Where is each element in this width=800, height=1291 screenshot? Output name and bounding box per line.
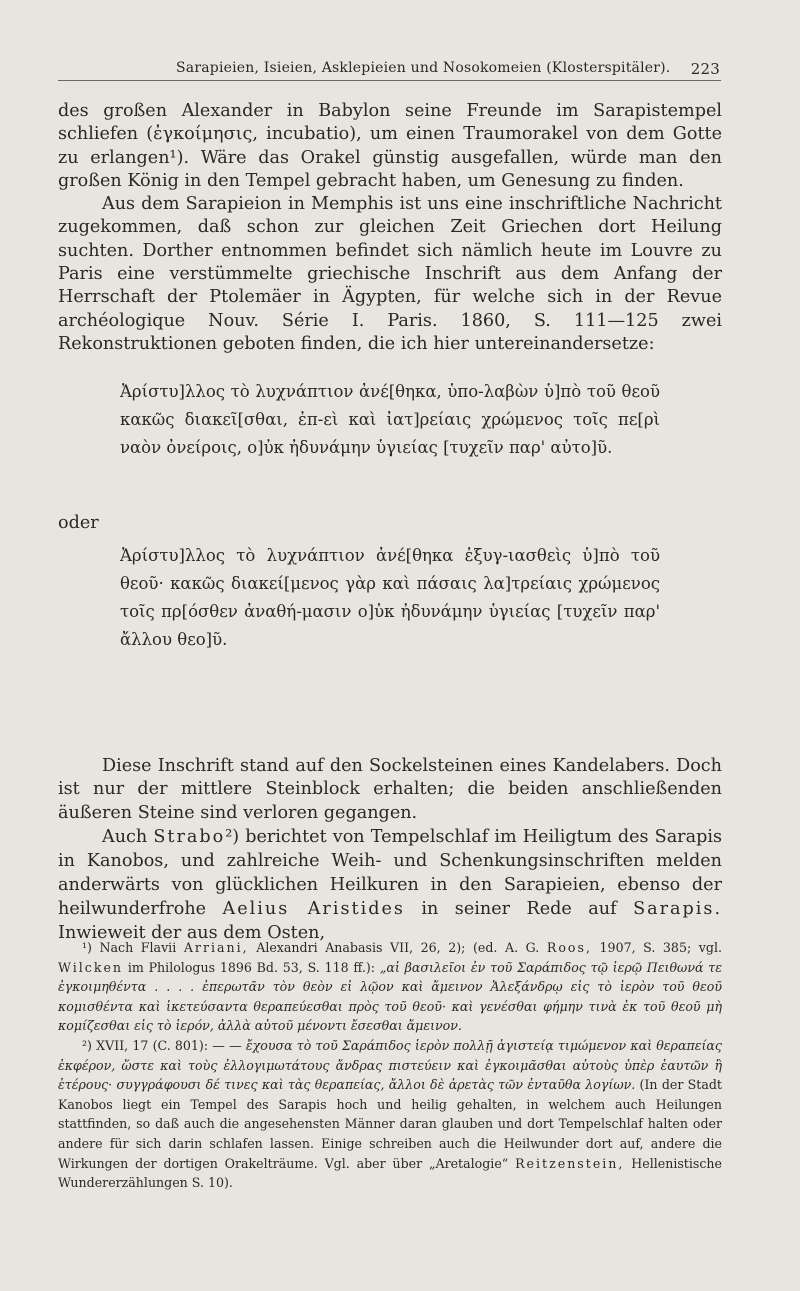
fn1-text-c: 1907, S. 385; vgl. bbox=[599, 940, 722, 955]
footnote-2 bbox=[58, 1036, 722, 1193]
paragraph-1: des großen Alexander in Babylon seine Freunde im Sarapistempel schliefen (ἐγκοίμησις, incubatio), um einen Traumorakel von dem Gotte zu erlangen¹). Wäre das Orakel günstig ausgefallen, würde man den großen König in den Tempel gebracht haben, um Genesung zu finden. bbox=[58, 101, 722, 191]
fn1-greek-quote: „αἱ βασιλεῖοι ἐν τοῦ Σαράπιδος τῷ ἱερῷ Πειθωνά τε ἐγκοιμηθέντα . . . . ἐπερωτᾶν τὸν θεὸν εἰ λῷον καὶ ἄμεινον Ἀλεξάνδρῳ εἰς τὸ ἱερὸν τοῦ θεοῦ κομισθέντα καὶ ἱκετεύσαντα θεραπεύεσθαι πρὸς τοῦ θεοῦ· καὶ γενέσθαι φήμην τινὰ ἐκ τοῦ θεοῦ μὴ κομίζεσθαι εἰς τὸ ἱερόν, ἀλλὰ αὐτοῦ μένοντι ἔσεσθαι ἄμεινον. bbox=[58, 959, 723, 1034]
fn1-text-d: im Philologus 1896 Bd. 53, S. 118 ff.): bbox=[127, 959, 376, 975]
p4-text-d: Inwieweit der aus dem Osten, bbox=[58, 923, 326, 943]
author-strabo: Strabo bbox=[153, 827, 226, 847]
main-text bbox=[58, 100, 722, 356]
oder-label: oder bbox=[58, 513, 99, 533]
paragraph-2: Aus dem Sarapieion in Memphis ist uns eine inschriftliche Nachricht zugekommen, daß schon zur gleichen Zeit Griechen dort Heilung suchten. Dorther entnommen befindet sich nämlich heute im Louvre zu Paris eine verstümmelte griechische Inschrift aus dem Anfang der Herrschaft der Ptolemäer in Ägypten, für welche sich in der Revue archéologique Nouv. Série I. Paris. 1860, S. 111—125 zwei Rekonstruktionen geboten finden, die ich hier untereinandersetze: bbox=[58, 194, 722, 354]
fn1-text-a: ¹) Nach Flavii bbox=[82, 940, 177, 955]
fn1-wilcken: Wilcken bbox=[58, 959, 124, 975]
fn1-roos: Roos, bbox=[546, 940, 592, 955]
greek-inscription-1: Ἀρίστυ]λλος τὸ λυχνάπτιον ἀνέ[θηκα, ὑπο-λαβὼν ὑ]πὸ τοῦ θεοῦ κακῶς διακεῖ[σθαι, ἐπ-εὶ καὶ ἰατ]ρείαις χρώμενος τοῖς πε[ρὶ ναὸν ὀνείροις, ο]ὐκ ἠδυνάμην ὑγιείας [τυχεῖν παρ' αὐτο]ῦ. bbox=[120, 382, 660, 457]
fn2-text-c: Hellenistische Wundererzählungen S. 10). bbox=[58, 1155, 722, 1191]
paragraph-3: Diese Inschrift stand auf den Sockelsteinen eines Kandelabers. Doch ist nur der mittlere Steinblock erhalten; die beiden anschließenden äußeren Steine sind verloren gegangen. bbox=[58, 756, 722, 823]
p4-text-c: in seiner Rede auf bbox=[421, 899, 617, 919]
fn2-greek-quote: ἔχουσα τὸ τοῦ Σαράπιδος ἱερὸν πολλῇ ἁγιστείᾳ τιμώμενον καὶ θεραπείας ἐκφέρον, ὥστε καὶ τοὺς ἐλλογιμωτάτους ἄνδρας πιστεύειν καὶ ἐγκοιμᾶσθαι αὐτοὺς ὑπὲρ ἑαυτῶν ἢ ἑτέρους· συγγράφουσι δέ τινες καὶ τὰς θεραπείας, ἄλλοι δὲ ἀρετὰς τῶν ἐνταῦθα λογίων. bbox=[58, 1037, 722, 1093]
page-number: 223 bbox=[690, 60, 720, 78]
author-aelius-aristides: Aelius Aristides bbox=[222, 899, 405, 919]
work-sarapis: Sarapis. bbox=[633, 899, 723, 919]
fn2-text-b: (In der Stadt Kanobos liegt ein Tempel des Sarapis hoch und heilig gehalten, in welchem auch Heilungen stattfinden, so daß auch die angesehensten Männer daran glauben und dort Tempelschlaf halten oder andere für sich darin schlafen lassen. Einige schreiben auch die Heilwunder dort auf, andere die Wirkungen der dortigen Orakelträume. Vgl. aber über „Aretalogie“ bbox=[58, 1077, 722, 1171]
paragraph-4 bbox=[58, 825, 722, 945]
p4-text-b: ²) berichtet von Tempelschlaf im Heiligtum des Sarapis in Kanobos, und zahlreiche Weih- und Schenkungsinschriften melden anderwärts von glücklichen Heilkuren in den Sarapieien, ebenso der heilwunderfrohe bbox=[58, 827, 723, 919]
footnotes bbox=[58, 938, 722, 1193]
fn1-text-b: Alexandri Anabasis VII, 26, 2); (ed. A. G. bbox=[256, 940, 540, 955]
footnote-1 bbox=[58, 938, 722, 1036]
p4-text-a: Auch bbox=[102, 827, 148, 847]
fn2-text-a: ²) XVII, 17 (C. 801): — — bbox=[82, 1037, 242, 1053]
fn2-reitzenstein: Reitzenstein, bbox=[515, 1155, 625, 1171]
greek-inscription-2: Ἀρίστυ]λλος τὸ λυχνάπτιον ἀνέ[θηκα ἐξυγ-ιασθεὶς ὑ]πὸ τοῦ θεοῦ· κακῶς διακεί[μενος γὰρ καὶ πάσαις λα]τρείαις χρώμενος τοῖς πρ[όσθεν ἀναθή-μασιν ο]ὐκ ἠδυνάμην ὑγιείας [τυχεῖν παρ' ἄλλου θεο]ῦ. bbox=[120, 546, 660, 649]
header-rule bbox=[58, 80, 721, 81]
running-head-title: Sarapieien, Isieien, Asklepieien und Nosokomeien (Klosterspitäler). bbox=[176, 60, 671, 76]
fn1-arriani: Arriani, bbox=[183, 940, 249, 955]
